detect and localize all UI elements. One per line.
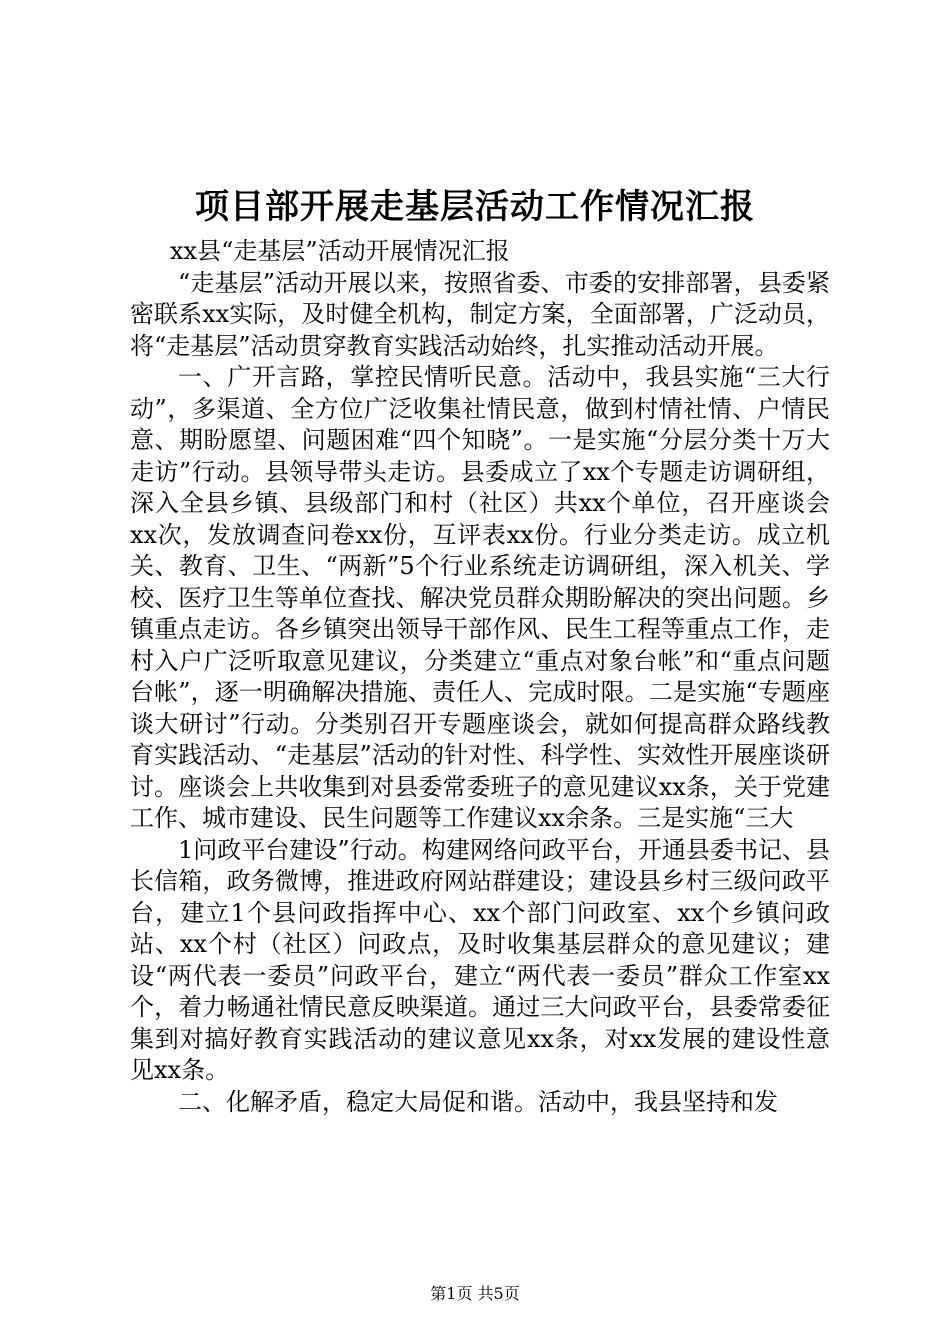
paragraph-section-one: 一、广开言路，掌控民情听民意。活动中，我县实施“三大行动”，多渠道、全方位广泛收集社情民意，做到村情社情、户情民意、期盼愿望、问题困难“四个知晓”。一是实施“分层分类十万大走访”行动。县领导带头走访。县委成立了xx个专题走访调研组，深入全县乡镇、县级部门和村（社区）共xx个单位，召开座谈会xx次，发放调查问卷xx份，互评表xx份。行业分类走访。成立机关、教育、卫生、“两新”5个行业系统走访调研组，深入机关、学校、医疗卫生等单位查找、解决党员群众期盼解决的突出问题。乡镇重点走访。各乡镇突出领导干部作风、民生工程等重点工作，走村入户广泛听取意见建议，分类建立“重点对象台帐”和“重点问题台帐”，逐一明确解决措施、责任人、完成时限。二是实施“专题座谈大研讨”行动。分类别召开专题座谈会，就如何提高群众路线教育实践活动、“走基层”活动的针对性、科学性、实效性开展座谈研讨。座谈会上共收集到对县委常委班子的意见建议xx条，关于党建工作、城市建设、民生问题等工作建议xx余条。三是实施“三大 [130, 363, 830, 832]
page-number-footer: 第1页 共5页 [430, 1284, 520, 1303]
document-body [130, 236, 830, 1118]
document-title: 项目部开展走基层活动工作情况汇报 [195, 187, 755, 227]
document-subtitle: xx县“走基层”活动开展情况汇报 [170, 237, 510, 265]
paragraph-platform: 1问政平台建设”行动。构建网络问政平台，开通县委书记、县长信箱，政务微博，推进政府网站群建设；建设县乡村三级问政平台，建立1个县问政指挥中心、xx个部门问政室、xx个乡镇问政站、xx个村（社区）问政点，及时收集基层群众的意见建议；建设“两代表一委员”问政平台，建立“两代表一委员”群众工作室xx个，着力畅通社情民意反映渠道。通过三大问政平台，县委常委征集到对搞好教育实践活动的建议意见xx条，对xx发展的建设性意见xx条。 [130, 835, 830, 1084]
paragraph-intro: “走基层”活动开展以来，按照省委、市委的安排部署，县委紧密联系xx实际，及时健全机构，制定方案，全面部署，广泛动员，将“走基层”活动贯穿教育实践活动始终，扎实推动活动开展。 [130, 268, 830, 360]
paragraph-section-two: 二、化解矛盾，稳定大局促和谐。活动中，我县坚持和发 [178, 1087, 778, 1116]
